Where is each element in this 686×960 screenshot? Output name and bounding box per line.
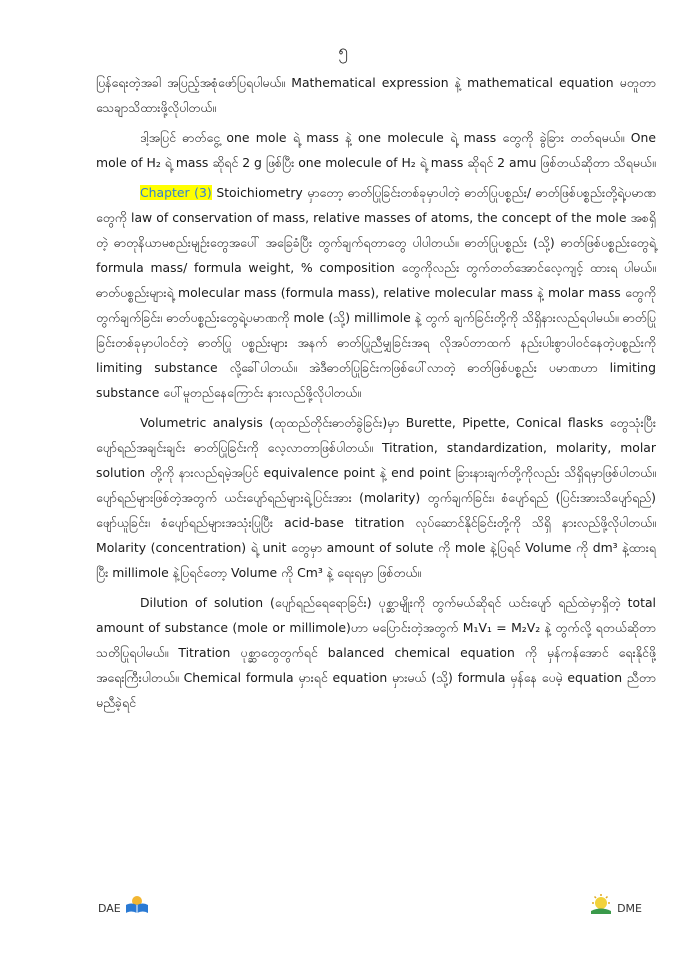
dae-label: DAE	[98, 902, 121, 915]
paragraph-1: ပြန်ရေးတဲ့အခါ အပြည့်အစုံဖော်ပြရပါမယ်။ Mathematical expression နဲ့ mathematical equation မတူတာ သေချာသိထားဖို့လိုပါတယ်။	[96, 75, 656, 115]
paragraph-5: Dilution of solution (ပျော်ရည်ရေရောခြင်း) ပုစ္ဆာမျိုးကို တွက်မယ်ဆိုရင် ယင်းပျော် ရည်ထဲမှာရှိတဲ့ total amount of substance (mole or millimole)ဟာ မပြောင်းတဲ့အတွက် M₁V₁ = M₂V₂ နဲ့ တွက်လို့ ရတယ်ဆိုတာ သတိပြုရပါမယ်။ Titration ပုစ္ဆာတွေတွက်ရင် balanced chemical equation ကို မှန်ကန်အောင် ရေးနိုင်ဖို့ အရေးကြီးပါတယ်။ Chemical formula မှားရင် equation မှားမယ် (သို့) formula မှန်နေ ပေမဲ့ equation ညီတာ မညီခဲ့ရင်	[96, 595, 656, 710]
document-body	[96, 70, 656, 720]
sun-emblem-logo-icon	[588, 893, 614, 915]
paragraph-2: ဒါ့အပြင် ဓာတ်ငွေ့ one mole ရဲ့ mass နဲ့ one molecule ရဲ့ mass တွေကို ခွဲခြား တတ်ရမယ်။ One mole of H₂ ရဲ့ mass ဆိုရင် 2 g ဖြစ်ပြီး one molecule of H₂ ရဲ့ mass ဆိုရင် 2 amu ဖြစ်တယ်ဆိုတာ သိရမယ်။	[96, 130, 656, 170]
footer-dae	[98, 893, 150, 915]
page-number: ၅	[338, 41, 348, 61]
dme-label: DME	[617, 902, 642, 915]
paragraph-4: Volumetric analysis (ထုထည်တိုင်းဓာတ်ခွဲခြင်း)မှာ Burette, Pipette, Conical flasks တွေသုံးပြီး ပျော်ရည်အချင်းချင်း ဓာတ်ပြုခြင်းကို လေ့လာတာဖြစ်ပါတယ်။ Titration, standardization, molarity, molar solution တို့ကို နားလည်ရမဲ့အပြင် equivalence point နဲ့ end point ခြားနားချက်တို့ကိုလည်း သိရှိရမှာဖြစ်ပါတယ်။ ပျော်ရည်များဖြစ်တဲ့အတွက် ယင်းပျော်ရည်များရဲ့ပြင်းအား (molarity) တွက်ချက်ခြင်း၊ စံပျော်ရည် (ပြင်းအားသိပျော်ရည်) ဖျော်ယူခြင်း၊ စံပျော်ရည်များအသုံးပြုပြီး acid-base titration လုပ်ဆောင်နိုင်ခြင်းတို့ကို သိရှိ နားလည်ဖို့လိုပါတယ်။ Molarity (concentration) ရဲ့ unit တွေမှာ amount of solute ကို mole နဲ့ပြရင် Volume ကို dm³ နဲ့ထားရပြီး millimole နဲ့ပြရင်တော့ Volume ကို Cm³ နဲ့ ရေးရမှာ ဖြစ်တယ်။	[96, 415, 656, 580]
chapter-highlight: Chapter (3)	[140, 185, 212, 200]
paragraph-3	[96, 180, 656, 405]
footer-dme	[588, 893, 642, 915]
open-book-logo-icon	[124, 893, 150, 915]
paragraph-3-text: Stoichiometry မှာတော့ ဓာတ်ပြုခြင်းတစ်ခုမှာပါတဲ့ ဓာတ်ပြုပစ္စည်း/ ဓာတ်ဖြစ်ပစ္စည်းတို့ရဲ့ပမာဏတွေကို law of conservation of mass, relative masses of atoms, the concept of the mole အစရှိတဲ့ ဓာတုနိယာမစည်းမျဉ်းတွေအပေါ် အခြေခံပြီး တွက်ချက်ရတာတွေ ပါပါတယ်။ ဓာတ်ပြုပစ္စည်း (သို့) ဓာတ်ဖြစ်ပစ္စည်းတွေရဲ့ formula mass/ formula weight, % composition တွေကိုလည်း တွက်တတ်အောင်လေ့ကျင့် ထားရ ပါမယ်။ ဓာတ်ပစ္စည်းများရဲ့ molecular mass (formula mass), relative molecular mass နဲ့ molar mass တွေကို တွက်ချက်ခြင်း၊ ဓာတ်ပစ္စည်းတွေရဲ့ပမာဏကို mole (သို့) millimole နဲ့ တွက် ချက်ခြင်းတို့ကို သိရှိနားလည်ရပါမယ်။ ဓာတ်ပြုခြင်းတစ်ခုမှာပါဝင်တဲ့ ဓာတ်ပြု ပစ္စည်းများ အနက် ဓာတ်ပြုညီမျှခြင်းအရ လိုအပ်တာထက် နည်းပါးစွာပါဝင်နေတဲ့ပစ္စည်းကို limiting substance လို့ခေါ်ပါတယ်။ အဲဒီဓာတ်ပြုခြင်းကဖြစ်ပေါ်လာတဲ့ ဓာတ်ဖြစ်ပစ္စည်း ပမာဏဟာ limiting substance ပေါ်မူတည်နေကြောင်း နားလည်ဖို့လိုပါတယ်။	[96, 185, 657, 400]
